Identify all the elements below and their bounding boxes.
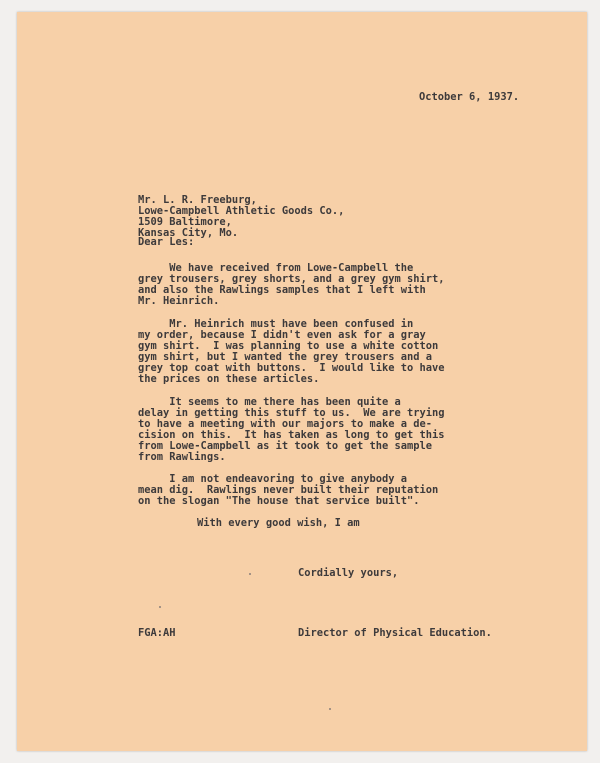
paragraph-1-line-2: grey trousers, grey shorts, and a grey gym shirt, <box>138 273 445 285</box>
letter-page <box>17 12 587 751</box>
paragraph-3-line-3: to have a meeting with our majors to make a de- <box>138 418 433 430</box>
paragraph-2-line-6: the prices on these articles. <box>138 373 320 385</box>
typist-initials: FGA:AH <box>138 627 176 639</box>
paragraph-2-line-1: Mr. Heinrich must have been confused in <box>138 318 414 330</box>
salutation: Dear Les: <box>138 236 195 248</box>
paragraph-4-line-2: mean dig. Rawlings never built their reputation <box>138 484 439 496</box>
closing: Cordially yours, <box>298 567 399 579</box>
signer-title: Director of Physical Education. <box>298 627 492 639</box>
letter-date: October 6, 1937. <box>419 91 520 103</box>
address-line-company: Lowe-Campbell Athletic Goods Co., <box>138 205 345 217</box>
paper-smudge <box>329 708 331 710</box>
paragraph-3-line-4: cision on this. It has taken as long to get this <box>138 429 445 441</box>
paragraph-2-line-3: gym shirt. I was planning to use a white cotton <box>138 340 439 352</box>
address-line-street: 1509 Baltimore, <box>138 216 232 228</box>
address-line-name: Mr. L. R. Freeburg, <box>138 194 257 206</box>
closing-wish: With every good wish, I am <box>197 517 360 529</box>
paper-smudge <box>159 606 161 608</box>
paragraph-2-line-2: my order, because I didn't even ask for a gray <box>138 329 426 341</box>
paper-smudge <box>249 573 251 575</box>
letter-body <box>17 12 587 751</box>
paragraph-1-line-4: Mr. Heinrich. <box>138 295 220 307</box>
paragraph-2-line-5: grey top coat with buttons. I would like to have <box>138 362 445 374</box>
paragraph-4-line-1: I am not endeavoring to give anybody a <box>138 473 407 485</box>
address-line-city: Kansas City, Mo. <box>138 227 239 239</box>
paragraph-1-line-3: and also the Rawlings samples that I left with <box>138 284 426 296</box>
paragraph-1-line-1: We have received from Lowe-Campbell the <box>138 262 414 274</box>
paragraph-3-line-2: delay in getting this stuff to us. We are trying <box>138 407 445 419</box>
paragraph-4-line-3: on the slogan "The house that service built". <box>138 495 420 507</box>
paragraph-3-line-1: It seems to me there has been quite a <box>138 396 401 408</box>
paragraph-2-line-4: gym shirt, but I wanted the grey trousers and a <box>138 351 433 363</box>
paragraph-3-line-5: from Lowe-Campbell as it took to get the sample <box>138 440 433 452</box>
paragraph-3-line-6: from Rawlings. <box>138 451 226 463</box>
